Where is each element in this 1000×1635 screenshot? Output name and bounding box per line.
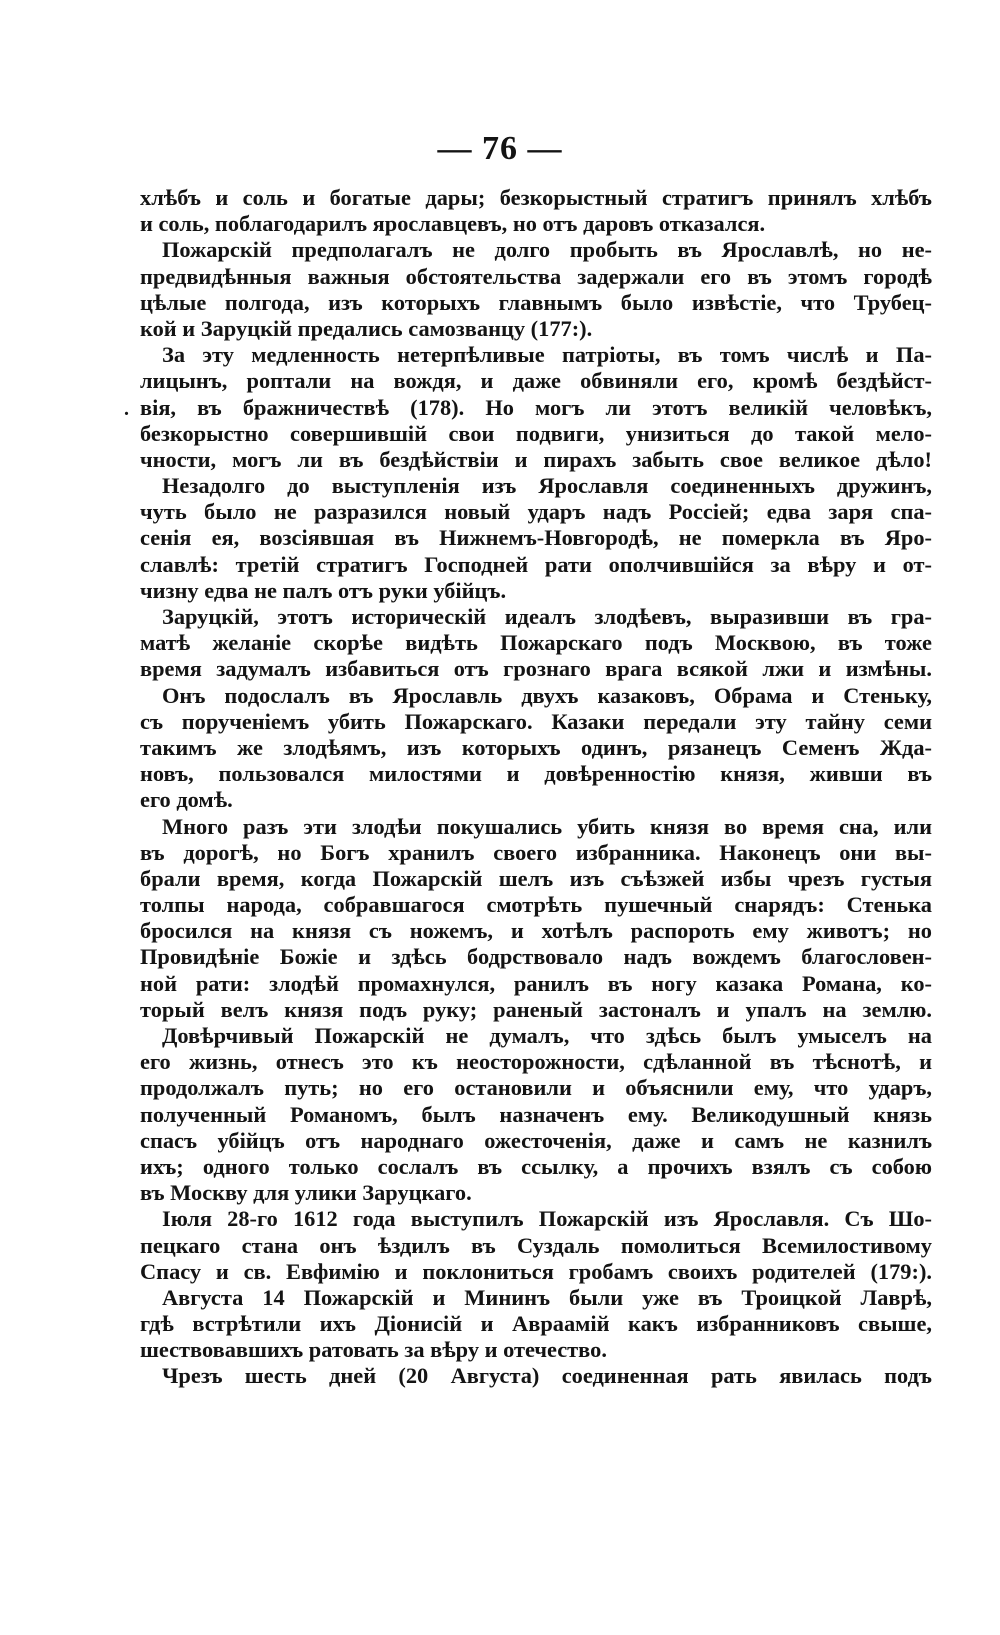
text-line: торый велъ князя подъ руку; раненый застоналъ и упалъ на землю. [140,996,932,1022]
text-line: его домѣ. [140,787,233,813]
text-line: въ дорогѣ, но Богъ хранилъ своего избранника. Наконецъ они вы- [140,839,932,865]
text-line: Пожарскій предполагалъ не долго пробыть въ Ярославлѣ, но не- [162,237,932,263]
text-line: цѣлые полгода, изъ которыхъ главнымъ было извѣстіе, что Трубец- [140,289,932,315]
text-line: его жизнь, отнесъ это къ неосторожности, сдѣланной въ тѣснотѣ, и [140,1049,932,1075]
text-line: брали время, когда Пожарскій шелъ изъ съѣзжей избы чрезъ густыя [140,865,932,891]
text-line: чизну едва не палъ отъ руки убійцъ. [140,577,507,603]
text-line: Чрезъ шесть дней (20 Августа) соединенная рать явилась подъ [162,1363,932,1389]
text-line: время задумалъ избавиться отъ грознаго врага всякой лжи и измѣны. [140,656,932,682]
text-line: вія, въ бражничествѣ (178). Но могъ ли этотъ великій человѣкъ, [140,394,932,420]
text-line: Онъ подослалъ въ Ярославль двухъ казаковъ, Обрама и Стеньку, [162,682,932,708]
text-line: въ Москву для улики Заруцкаго. [140,1180,472,1206]
text-line: новъ, пользовался милостями и довѣренностію князя, живши въ [140,761,932,787]
text-line: чности, могъ ли въ бездѣйствіи и пирахъ забыть свое великое дѣло! [140,446,932,472]
text-line: безкорыстно совершившій свои подвиги, унизиться до такой мело- [140,420,932,446]
text-line: Провидѣніе Божіе и здѣсь бодрствовало надъ вождемъ благословен- [140,944,932,970]
margin-mark: . [124,398,129,420]
text-line: Іюля 28-го 1612 года выступилъ Пожарскій изъ Ярославля. Съ Шо- [162,1206,932,1232]
text-line: Спасу и св. Евфимію и поклониться гробамъ своихъ родителей (179:). [140,1258,932,1284]
text-line: предвидѣнныя важныя обстоятельства задержали его въ этомъ городѣ [140,263,932,289]
text-line: продолжалъ путь; но его остановили и объяснили ему, что ударъ, [140,1075,932,1101]
text-line: ной рати: злодѣй промахнулся, ранилъ въ ногу казака Романа, ко- [140,970,932,996]
text-line: шествовавшихъ ратовать за вѣру и отечество. [140,1337,607,1363]
text-line: Заруцкій, этотъ историческій идеалъ злодѣевъ, выразивши въ гра- [162,604,932,629]
text-line: лицынъ, роптали на вождя, и даже обвиняли его, кромѣ бездѣйст- [140,368,932,394]
text-line: съ порученіемъ убить Пожарскаго. Казаки передали эту тайну семи [140,708,932,734]
text-line: гдѣ встрѣтили ихъ Діонисій и Авраамій какъ избранниковъ свыше, [140,1311,932,1337]
body-text [140,185,932,1390]
text-line: Августа 14 Пожарскій и Мининъ были уже въ Троицкой Лаврѣ, [162,1284,932,1310]
text-line: сенія ея, возсіявшая въ Нижнемъ-Новгородѣ, не померкла въ Яро- [140,525,932,551]
text-line: хлѣбъ и соль и богатые дары; безкорыстный стратигъ принялъ хлѣбъ [140,185,932,210]
text-line: спасъ убійцъ отъ народнаго ожесточенія, даже и самъ не казнилъ [140,1127,932,1153]
text-line: Довѣрчивый Пожарскій не думалъ, что здѣсь былъ умыселъ на [162,1023,932,1048]
text-line: ихъ; одного только сослалъ въ ссылку, а прочихъ взялъ съ собою [140,1153,932,1179]
text-line: кой и Заруцкій предались самозванцу (177:). [140,315,593,341]
text-line: славлѣ: третій стратигъ Господней рати ополчившійся за вѣру и от- [140,551,932,577]
text-line: бросился на князя съ ножемъ, и хотѣлъ распороть ему животъ; но [140,918,932,944]
text-line: пецкаго стана онъ ѣздилъ въ Суздаль помолиться Всемилостивому [140,1232,932,1258]
text-line: толпы народа, собравшагося смотрѣть пушечный снарядъ: Стенька [140,892,932,918]
text-line: Незадолго до выступленія изъ Ярославля соединенныхъ дружинъ, [162,473,932,499]
text-line: За эту медленность нетерпѣливые патріоты, въ томъ числѣ и Па- [162,342,932,368]
text-line: Много разъ эти злодѣи покушались убить князя во время сна, или [162,813,932,839]
text-line: полученный Романомъ, былъ назначенъ ему. Великодушный князь [140,1101,932,1127]
text-line: чуть было не разразился новый ударъ надъ Россіей; едва заря спа- [140,499,932,525]
text-line: и соль, поблагодарилъ ярославцевъ, но отъ даровъ отказался. [140,211,766,237]
page-number: — 76 — [437,130,563,167]
text-line: матѣ желаніе скорѣе видѣть Пожарскаго подъ Москвою, въ тоже [140,630,932,656]
text-line: такимъ же злодѣямъ, изъ которыхъ одинъ, рязанецъ Семенъ Жда- [140,734,932,760]
